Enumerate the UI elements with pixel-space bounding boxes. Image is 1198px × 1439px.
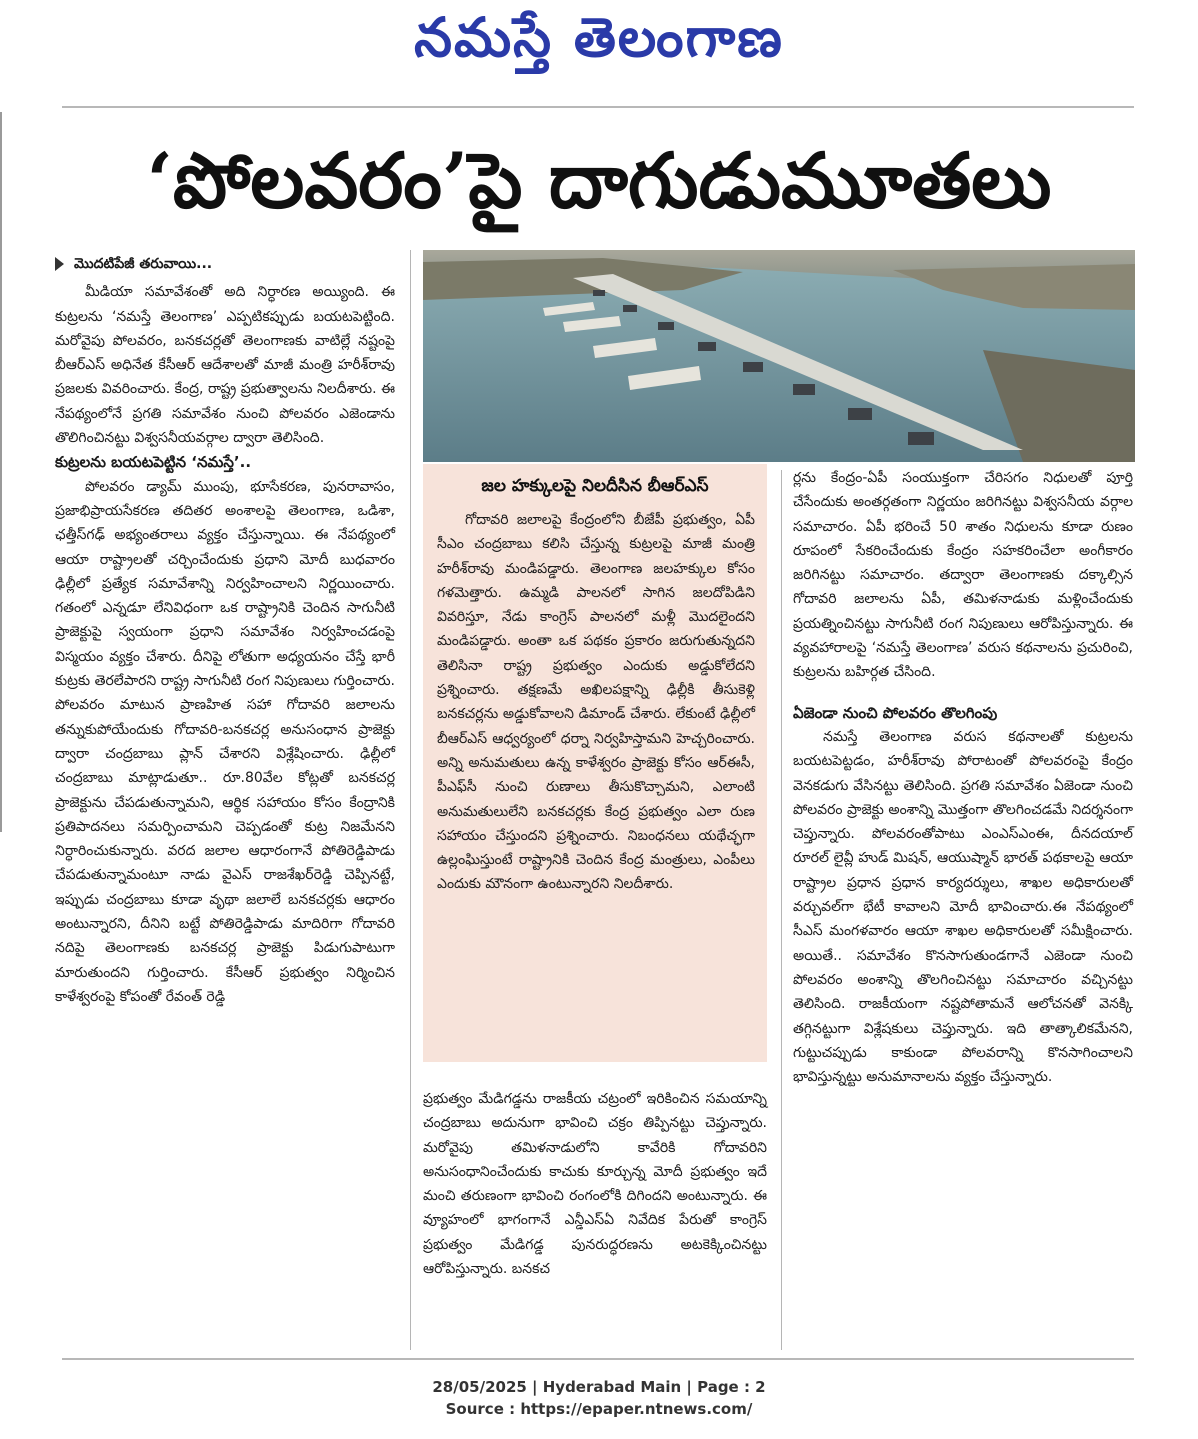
bottom-divider: [62, 1358, 1134, 1360]
col3-subheading: ఏజెండా నుంచి పోలవరం తొలగింపు: [793, 703, 998, 722]
col3-paragraph-1: ర్లను కేంద్రం-ఏపీ సంయుక్తంగా చేరిసగం నిధులతో పూర్తి చేసేందుకు అంతర్గతంగా నిర్ణయం జరిగినట్టు విశ్వసనీయ వర్గాల సమాచారం. ఏపీ భరించే 50 శాతం నిధులను కూడా రుణం రూపంలో సేకరించేందుకు కేంద్రం సహకరించేలా అంగీకారం జరిగినట్టు సమాచారం. తద్వారా తెలంగాణకు దక్కాల్సిన గోదావరి జలాలను ఏపీ, తమిళనాడుకు మళ్లించేందుకు ప్రయత్నించినట్టు సాగునీటి రంగ నిపుణులు ఆరోపిస్తున్నారు. ఈ వ్యవహారాలపై ‘నమస్తే తెలంగాణ’ వరుస కథనాలను ప్రచురించి, కుట్రలను బహిర్గత చేసింది.: [793, 470, 1133, 681]
footer-source: Source : https://epaper.ntnews.com/: [445, 1400, 753, 1418]
sidebar-story-box: [423, 464, 767, 1062]
sidebar-story-title: జల హక్కులపై నిలదీసిన బీఆర్ఎస్: [481, 476, 709, 496]
sidebar-story-text: గోదావరి జలాలపై కేంద్రంలోని బీజేపీ ప్రభుత్వం, ఏపీ సీఎం చంద్రబాబు కలిసి చేస్తున్న కుట్రలపై మాజీ మంత్రి హరీశ్‌రావు మండిపడ్డారు. తెలంగాణ జలహక్కుల కోసం గళమెత్తారు. ఉమ్మడి పాలనలో సాగిన జలదోపిడిని వివరిస్తూ, నేడు కాంగ్రెస్ పాలనలో మళ్లీ మొదలైందని మండిపడ్డారు. అంతా ఒక పథకం ప్రకారం జరుగుతున్నదని తెలిసినా రాష్ట్ర ప్రభుత్వం ఎందుకు అడ్డుకోలేదని ప్రశ్నించారు. తక్షణమే అఖిలపక్షాన్ని ఢిల్లీకి తీసుకెళ్లి బనకచర్లను అడ్డుకోవాలని డిమాండ్ చేశారు. లేకుంటే ఢిల్లీలో బీఆర్ఎస్ ఆధ్వర్యంలో ధర్నా నిర్వహిస్తామని హెచ్చరించారు. అన్ని అనుమతులు ఉన్న కాళేశ్వరం ప్రాజెక్టు కోసం ఆర్ఈసీ, పీఎఫ్‌సీ నుంచి రుణాలు తీసుకొచ్చామని, ఎలాంటి అనుమతులులేని బనకచర్లకు కేంద్ర ప్రభుత్వం ఎలా రుణ సహాయం చేస్తుందని ప్రశ్నించారు. నిబంధనలు యథేచ్ఛగా ఉల్లంఘిస్తుంటే రాష్ట్రానికి చెందిన కేంద్ర మంత్రులు, ఎంపీలు ఎందుకు మౌనంగా ఉంటున్నారని నిలదీశారు.: [437, 512, 755, 893]
top-divider: [62, 106, 1134, 108]
col2-paragraph: ప్రభుత్వం మేడిగడ్డను రాజకీయ చట్రంలో ఇరికించిన సమయాన్ని చంద్రబాబు అదునుగా భావించి చక్రం తిప్పినట్టు చెప్తున్నారు. మరోవైపు తమిళనాడులోని కావేరికి గోదావరిని అనుసంధానించేందుకు కాచుకు కూర్చున్న మోదీ ప్రభుత్వం ఇదే మంచి తరుణంగా భావించి రంగంలోకి దిగిందని అంటున్నారు. ఈ వ్యూహంలో భాగంగానే ఎన్డీఎస్ఏ నివేదిక పేరుతో కాంగ్రెస్ ప్రభుత్వం మేడిగడ్డ పునరుద్ధరణను అటకెక్కించినట్టు ఆరోపిస్తున్నారు. బనకచ: [423, 1091, 767, 1278]
polavaram-dam-photo: [423, 250, 1135, 462]
dam-illustration: [423, 250, 1135, 462]
column-divider-2: [781, 470, 782, 1350]
continued-text: మొదటిపేజీ తరువాయి...: [74, 256, 213, 272]
col3-paragraph-2: నమస్తే తెలంగాణ వరుస కథనాలతో కుట్రలను బయటపెట్టడం, హరీశ్‌రావు పోరాటంతో పోలవరంపై కేంద్రం వెనకడుగు వేసినట్టు తెలిసింది. ప్రగతి సమావేశం ఏజెండా నుంచి పోలవరం ప్రాజెక్టు అంశాన్ని మొత్తంగా తొలగించడమే నిదర్శనంగా చెప్తున్నారు. పోలవరంతోపాటు ఎంఎస్ఎంఈ, దీనదయాల్ రూరల్ లైవ్లీ హుడ్ మిషన్, ఆయుష్మాన్ భారత్ పథకాలపై ఆయా రాష్ట్రాల ప్రధాన ప్రధాన కార్యదర్శులు, శాఖల అధికారులతో వర్చువల్‌గా భేటీ కావాలని మోదీ భావించారు.ఈ నేపథ్యంలో సీఎస్ మంగళవారం ఆయా శాఖల అధికారులతో సమీక్షించారు. అయితే.. సమావేశం కొనసాగుతుండగానే ఎజెండా నుంచి పోలవరం అంశాన్ని తొలగించినట్టు సమాచారం వచ్చినట్టు తెలిసింది. రాజకీయంగా నష్టపోతామనే ఆలోచనతో వెనక్కి తగ్గినట్టుగా విశ్లేషకులు చెప్తున్నారు. ఇది తాత్కాలికమేనని, గుట్టుచప్పుడు కాకుండా పోలవరాన్ని కొనసాగించాలని భావిస్తున్నట్టు అనుమానాలను వ్యక్తం చేస్తున్నారు.: [793, 728, 1133, 1086]
newspaper-masthead: నమస్తే తెలంగాణ: [414, 6, 784, 69]
triangle-right-icon: [55, 257, 64, 271]
column-1: [55, 252, 395, 1009]
article-headline: ‘పోలవరం’పై దాగుడుమూతలు: [146, 136, 1052, 225]
col1-paragraph-2: పోలవరం డ్యామ్ ముంపు, భూసేకరణ, పునరావాసం, ప్రజాభిప్రాయసేకరణ తదితర అంశాలపై తెలంగాణ, ఒడిశా, ఛత్తీస్‌గఢ్ అభ్యంతరాలు వ్యక్తం చేస్తున్నాయి. ఈ నేపథ్యంలో ఆయా రాష్ట్రాలతో చర్చించేందుకు ప్రధాని మోదీ బుధవారం ఢిల్లీలో ప్రత్యేక సమావేశాన్ని నిర్వహించాలని నిర్ణయించారు. గతంలో ఎన్నడూ లేనివిధంగా ఒక రాష్ట్రానికి చెందిన సాగునీటి ప్రాజెక్టుపై స్వయంగా ప్రధాని సమావేశం నిర్వహించడంపై విస్మయం వ్యక్తం చేశారు. దీనిపై లోతుగా అధ్యయనం చేస్తే భారీ కుట్రకు తెరలేపారని రాష్ట్ర సాగునీటి రంగ నిపుణులు గుర్తించారు. పోలవరం మాటున ప్రాణహిత సహా గోదావరి జలాలను తన్నుకుపోయేందుకు గోదావరి-బనకచర్ల అనుసంధాన ప్రాజెక్టు ద్వారా చంద్రబాబు ప్లాన్ చేశారని విశ్లేషించారు. ఢిల్లీలో చంద్రబాబు మాట్లాడుతూ.. రూ.80వేల కోట్లతో బనకచర్ల ప్రాజెక్టును చేపడుతున్నామని, ఆర్థిక సహాయం కోసం కేంద్రానికి ప్రతిపాదనలు సమర్పించామని చెప్పడంతో కుట్ర నిజమేనని నిర్ధారించుకున్నారు. వరద జలాల ఆధారంగానే పోతిరెడ్డిపాడు చేపడుతున్నామంటూ నాడు వైఎస్ రాజశేఖర్‌రెడ్డి చెప్పినట్టే, ఇప్పుడు చంద్రబాబు కూడా వృథా జలాలే బనకచర్లకు ఆధారం అంటున్నారని, దీనిని బట్టే పోతిరెడ్డిపాడు మాదిరిగా గోదావరి నదిపై తెలంగాణకు బనకచర్ల ప్రాజెక్టు పిడుగుపాటుగా మారుతుందని గుర్తించారు. కేసీఆర్ ప్రభుత్వం నిర్మించిన కాళేశ్వరంపై కోపంతో రేవంత్ రెడ్డి: [55, 478, 395, 1005]
continued-label: [55, 252, 395, 276]
column-2-lower: [423, 1087, 767, 1281]
column-divider-1: [410, 250, 411, 1350]
page-edge-line: [0, 112, 2, 832]
col1-paragraph-1: మీడియా సమావేశంతో అది నిర్ధారణ అయ్యింది. ఈ కుట్రలను ‘నమస్తే తెలంగాణ’ ఎప్పటికప్పుడు బయటపెట్టింది. మరోవైపు పోలవరం, బనకచర్లతో తెలంగాణకు వాటిల్లే నష్టంపై బీఆర్ఎస్ అధినేత కేసీఆర్ ఆదేశాలతో మాజీ మంత్రి హరీశ్‌రావు ప్రజలకు వివరించారు. కేంద్ర, రాష్ట్ర ప్రభుత్వాలను నిలదీశారు. ఈ నేపథ్యంలోనే ప్రగతి సమావేశం నుంచి పోలవరం ఎజెండాను తొలిగించినట్టు విశ్వసనీయవర్గాల ద్వారా తెలిసింది.: [55, 284, 395, 447]
col1-subheading: కుట్రలను బయటపెట్టిన ‘నమస్తే’..: [55, 453, 252, 472]
column-3: [793, 466, 1133, 1089]
footer-date-edition: 28/05/2025 | Hyderabad Main | Page : 2: [432, 1378, 766, 1396]
